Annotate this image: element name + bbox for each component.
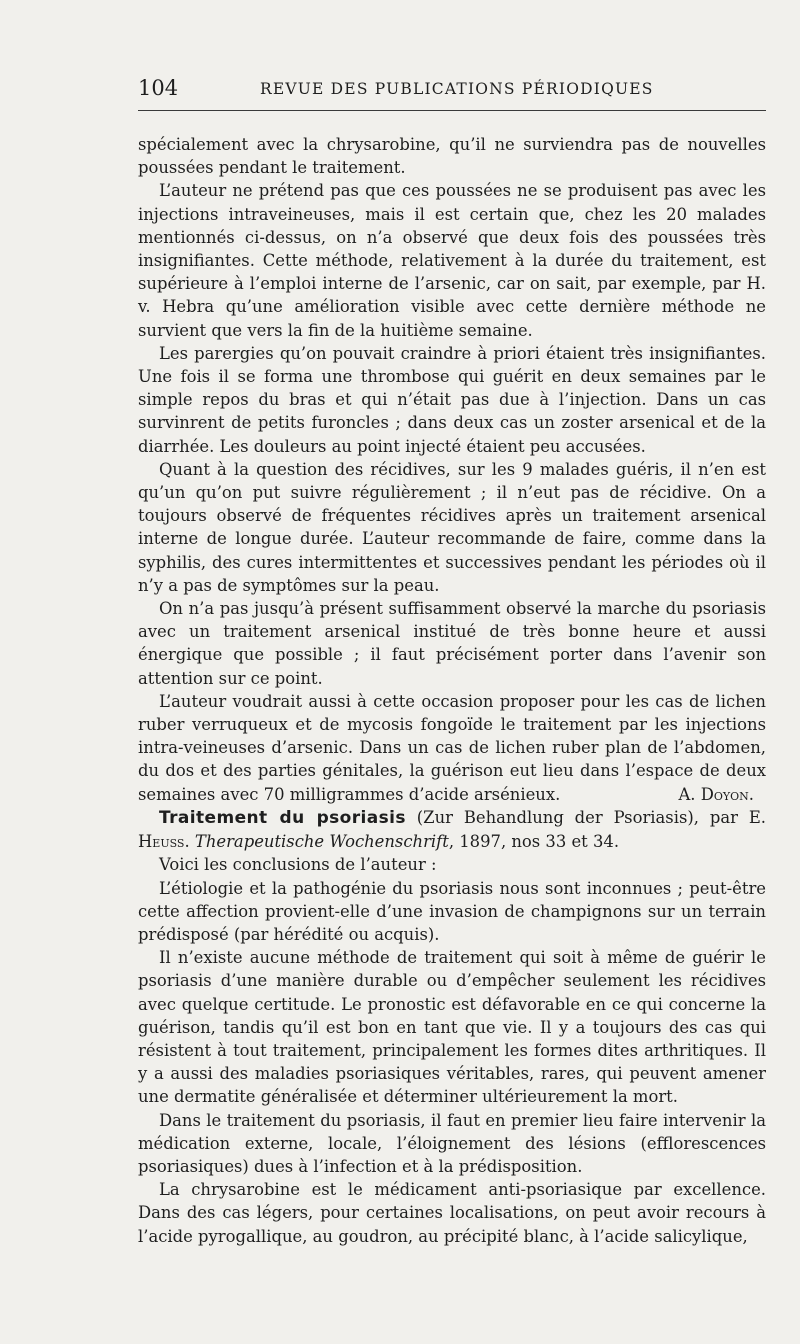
running-head: REVUE DES PUBLICATIONS PÉRIODIQUES	[260, 80, 654, 98]
paragraph: L’auteur ne prétend pas que ces poussées ne se produisent pas avec les injections intraveineuses, mais il est certain que, chez les 20 malades mentionnés ci-dessus, on n’a observé que deux fois des poussées très insignifiantes. Cette méthode, relativement à la durée du traitement, est supérieure à l’emploi interne de l’arsenic, car on sait, par exemple, par H. v. Hebra qu’une amélioration visible avec cette dernière méthode ne survient que vers la fin de la huitième semaine.	[138, 181, 766, 340]
paragraph	[138, 690, 766, 806]
paragraph-text: L’auteur voudrait aussi à cette occasion proposer pour les cas de lichen ruber verruqueux et de mycosis fongoïde le traitement par les injections intra-veineuses d’arsenic. Dans un cas de lichen ruber plan de l’abdomen, du dos et des parties génitales, la guérison eut lieu dans l’espace de deux semaines avec 70 milligrammes d’acide arsénieux.	[138, 691, 766, 804]
signature: A. Doyon.	[678, 784, 754, 804]
article-author: Heuss	[138, 832, 185, 852]
paragraph: Les parergies qu’on pouvait craindre à priori étaient très insignifiantes. Une fois il se forma une thrombose qui guérit en deux semaines par le simple repos du bras et qui n’était pas due à l’injection. Dans un cas survinrent de petits furoncles ; dans deux cas un zoster arsenical et de la diarrhée. Les douleurs au point injecté étaient peu accusées.	[138, 343, 766, 456]
paragraph: Quant à la question des récidives, sur les 9 malades guéris, il n’en est qu’un qu’on put suivre régulièrement ; il n’eut pas de récidive. On a toujours observé de fréquentes récidives après un traitement arsenical interne de longue durée. L’auteur recommande de faire, comme dans la syphilis, des cures intermittentes et successives pendant les périodes où il n’y a pas de symptômes sur la peau.	[138, 459, 766, 595]
paragraph: L’étiologie et la pathogénie du psoriasis nous sont inconnues ; peut-être cette affection provient-elle d’une invasion de champignons sur un terrain prédisposé (par hérédité ou acquis).	[138, 878, 766, 944]
paragraph: Il n’existe aucune méthode de traitement qui soit à même de guérir le psoriasis d’une manière durable ou d’empêcher seulement les récidives avec quelque certitude. Le pronostic est défavorable en ce qui concerne la guérison, tandis qu’il est bon en tant que vie. Il y a toujours des cas qui résistent à tout traitement, principalement les formes dites arthritiques. Il y a aussi des maladies psoriasiques véritables, rares, qui peuvent amener une dermatite généralisée et déterminer ultérieurement la mort.	[138, 948, 766, 1107]
article-heading	[138, 806, 766, 853]
paragraph: spécialement avec la chrysarobine, qu’il ne surviendra pas de nouvelles poussées pendant le traitement.	[138, 135, 766, 178]
page-number: 104	[138, 76, 179, 100]
body-text	[138, 133, 766, 1248]
header-rule	[138, 110, 766, 111]
page-header	[138, 76, 766, 104]
article-title: Traitement du psoriasis	[159, 807, 406, 828]
journal-name: Therapeutische Wochenschrift	[194, 832, 449, 852]
paragraph: Dans le traitement du psoriasis, il faut en premier lieu faire intervenir la médication externe, locale, l’éloignement des lésions (efflorescences psoriasiques) dues à l’infection et à la prédisposition.	[138, 1110, 766, 1176]
paragraph: On n’a pas jusqu’à présent suffisamment observé la marche du psoriasis avec un traitement arsenical institué de très bonne heure et aussi énergique que possible ; il faut précisément porter dans l’avenir son attention sur ce point.	[138, 599, 766, 688]
author-sep: .	[184, 832, 195, 852]
paragraph: Voici les conclusions de l’auteur :	[159, 855, 437, 875]
article-subtitle: (Zur Behandlung der Psoriasis), par E.	[405, 807, 767, 827]
citation: , 1897, nos 33 et 34.	[448, 832, 620, 852]
paragraph: La chrysarobine est le médicament anti-psoriasique par excellence. Dans des cas légers, pour certaines localisations, on peut avoir recours à l’acide pyrogallique, au goudron, au précipité blanc, à l’acide salicylique,	[138, 1180, 766, 1246]
